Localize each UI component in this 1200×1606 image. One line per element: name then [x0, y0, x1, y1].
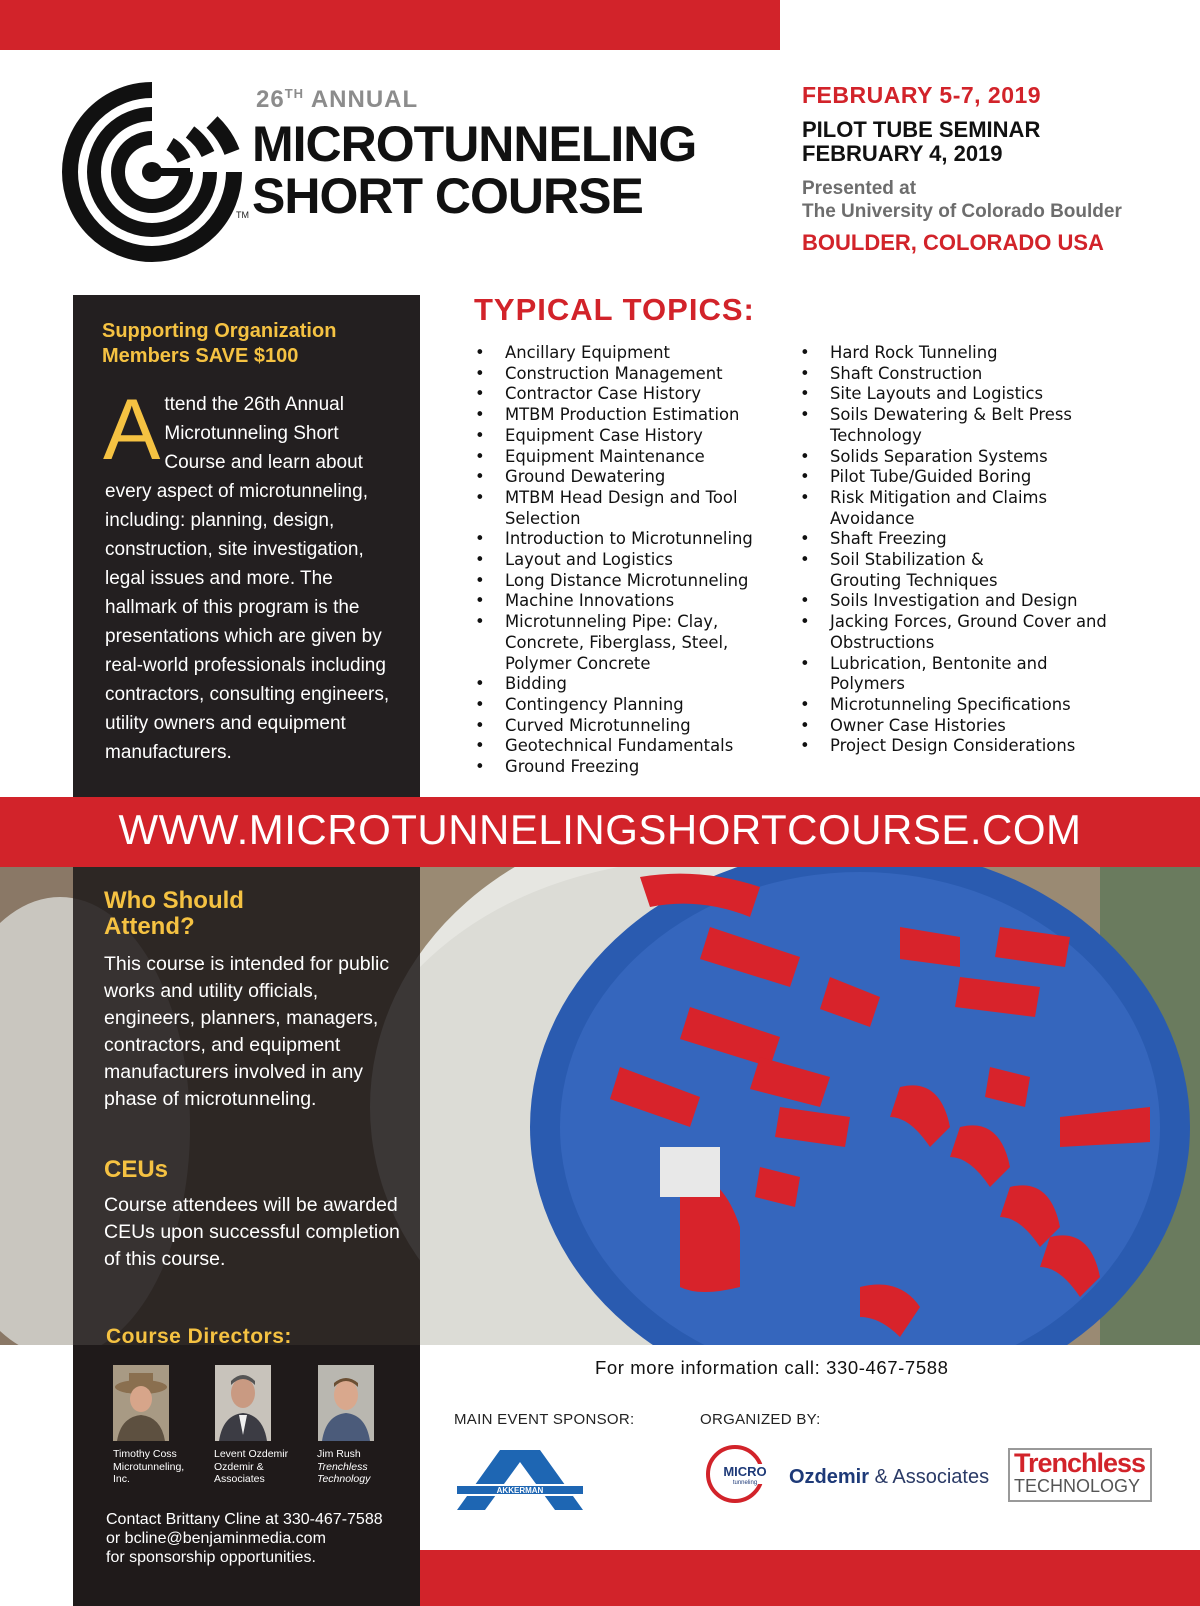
drop-cap: A	[103, 382, 161, 478]
topic-item: • Curved Microtunneling	[475, 716, 805, 737]
topic-item: • Microtunneling Specifications	[800, 695, 1130, 716]
more-info-phone: For more information call: 330-467-7588	[595, 1357, 949, 1378]
topic-item: • Solids Separation Systems	[800, 447, 1130, 468]
topic-item: • Soils Investigation and Design	[800, 591, 1130, 612]
topic-item: • Project Design Considerations	[800, 736, 1130, 757]
title-line-2: SHORT COURSE	[252, 168, 643, 224]
topic-item: • Microtunneling Pipe: Clay, Concrete, Fiberglass, Steel, Polymer Concrete	[475, 612, 775, 674]
topic-item: • Risk Mitigation and Claims Avoidance	[800, 488, 1060, 529]
topic-item: • Hard Rock Tunneling	[800, 343, 1130, 364]
topic-item: • Soils Dewatering & Belt Press Technology	[800, 405, 1095, 446]
trenchless-logo-text: Trenchless	[1014, 1448, 1146, 1478]
topic-item: • Equipment Case History	[475, 426, 805, 447]
topic-item: • Introduction to Microtunneling	[475, 529, 805, 550]
topic-item: • Lubrication, Bentonite and Polymers	[800, 654, 1080, 695]
topic-item: • Geotechnical Fundamentals	[475, 736, 805, 757]
event-dates: FEBRUARY 5-7, 2019	[802, 82, 1042, 108]
director-caption-timothy-coss: Timothy Coss Microtunneling, Inc.	[113, 1448, 185, 1485]
who-should-attend-text: This course is intended for public works and utility officials, engineers, planners, managers, contractors, and equipment manufacturers involved in any phase of microtunneling.	[104, 953, 390, 1110]
ozdemir-associates-logo: Ozdemir & Associates	[789, 1466, 990, 1488]
topic-item: • Soil Stabilization & Grouting Techniques	[800, 550, 1060, 591]
topic-item: • MTBM Head Design and Tool Selection	[475, 488, 775, 529]
topic-item: • MTBM Production Estimation	[475, 405, 805, 426]
contact-email-link[interactable]: or bcline@benjaminmedia.com	[106, 1530, 326, 1547]
technology-logo-text: TECHNOLOGY	[1014, 1476, 1141, 1496]
presented-at: Presented at The University of Colorado Boulder	[802, 178, 1122, 222]
topics-list-left	[475, 343, 805, 778]
annual-label: 26TH ANNUAL	[256, 86, 419, 113]
topic-item: • Shaft Construction	[800, 364, 1130, 385]
director-photo-jim-rush	[318, 1365, 374, 1441]
topic-item: • Bidding	[475, 674, 805, 695]
top-red-bar	[0, 0, 780, 50]
topic-item: • Contractor Case History	[475, 384, 805, 405]
topic-item: • Contingency Planning	[475, 695, 805, 716]
topic-item: • Long Distance Microtunneling	[475, 571, 805, 592]
topic-item: • Owner Case Histories	[800, 716, 1130, 737]
topic-item: • Ground Dewatering	[475, 467, 805, 488]
microtunneling-logo-icon	[703, 1444, 773, 1504]
pilot-tube-seminar: PILOT TUBE SEMINAR FEBRUARY 4, 2019	[802, 117, 1041, 166]
topics-title: TYPICAL TOPICS:	[474, 292, 755, 327]
director-photo-timothy-coss	[113, 1365, 169, 1441]
course-directors-title: Course Directors:	[106, 1325, 292, 1348]
title-line-1: MICROTUNNELING	[252, 116, 697, 172]
topic-item: • Jacking Forces, Ground Cover and Obstructions	[800, 612, 1140, 653]
course-logo-icon	[62, 82, 242, 262]
topics-list-right	[800, 343, 1130, 757]
director-caption-levent-ozdemir: Levent Ozdemir Ozdemir & Associates	[214, 1448, 289, 1485]
micro-logo-text: MICRO	[723, 1464, 767, 1479]
topic-item: • Layout and Logistics	[475, 550, 805, 571]
intro-paragraph: Attend the 26th Annual Microtunneling Short Course and learn about every aspect of microtunneling, including: planning, design, construction, site investigation, legal issues and more. The hallmark of this program is the presentations which are given by real-world professionals including contractors, consulting engineers, utility owners and equipment manufacturers.	[103, 382, 390, 763]
member-savings: Supporting Organization Members SAVE $100	[102, 320, 337, 367]
ceus-title: CEUs	[104, 1156, 169, 1183]
director-caption-jim-rush: Jim Rush Trenchless Technology	[317, 1448, 371, 1485]
who-should-attend-title: Who Should Attend?	[104, 887, 244, 940]
topic-item: • Construction Management	[475, 364, 805, 385]
ceus-text: Course attendees will be awarded CEUs upon successful completion of this course.	[104, 1194, 400, 1270]
main-sponsor-label: MAIN EVENT SPONSOR:	[454, 1411, 635, 1428]
topic-item: • Ground Freezing	[475, 757, 805, 778]
akkerman-logo-icon	[455, 1448, 585, 1514]
website-link[interactable]: WWW.MICROTUNNELINGSHORTCOURSE.COM	[118, 806, 1082, 853]
akkerman-logo-text: AKKERMAN	[496, 1486, 544, 1495]
topic-item: • Ancillary Equipment	[475, 343, 805, 364]
topic-item: • Shaft Freezing	[800, 529, 1130, 550]
topic-item: • Site Layouts and Logistics	[800, 384, 1130, 405]
sponsorship-contact: Contact Brittany Cline at 330-467-7588 or bcline@benjaminmedia.com for sponsorship opportunities.	[106, 1510, 406, 1567]
trademark-mark: TM	[236, 210, 249, 220]
director-photo-levent-ozdemir	[215, 1365, 271, 1441]
topic-item: • Machine Innovations	[475, 591, 805, 612]
topic-item: • Equipment Maintenance	[475, 447, 805, 468]
tunneling-logo-text: tunneling	[732, 1480, 758, 1486]
topic-item: • Pilot Tube/Guided Boring	[800, 467, 1130, 488]
bottom-red-bar	[420, 1550, 1200, 1606]
event-location: BOULDER, COLORADO USA	[802, 230, 1104, 255]
organized-by-label: ORGANIZED BY:	[700, 1411, 821, 1428]
